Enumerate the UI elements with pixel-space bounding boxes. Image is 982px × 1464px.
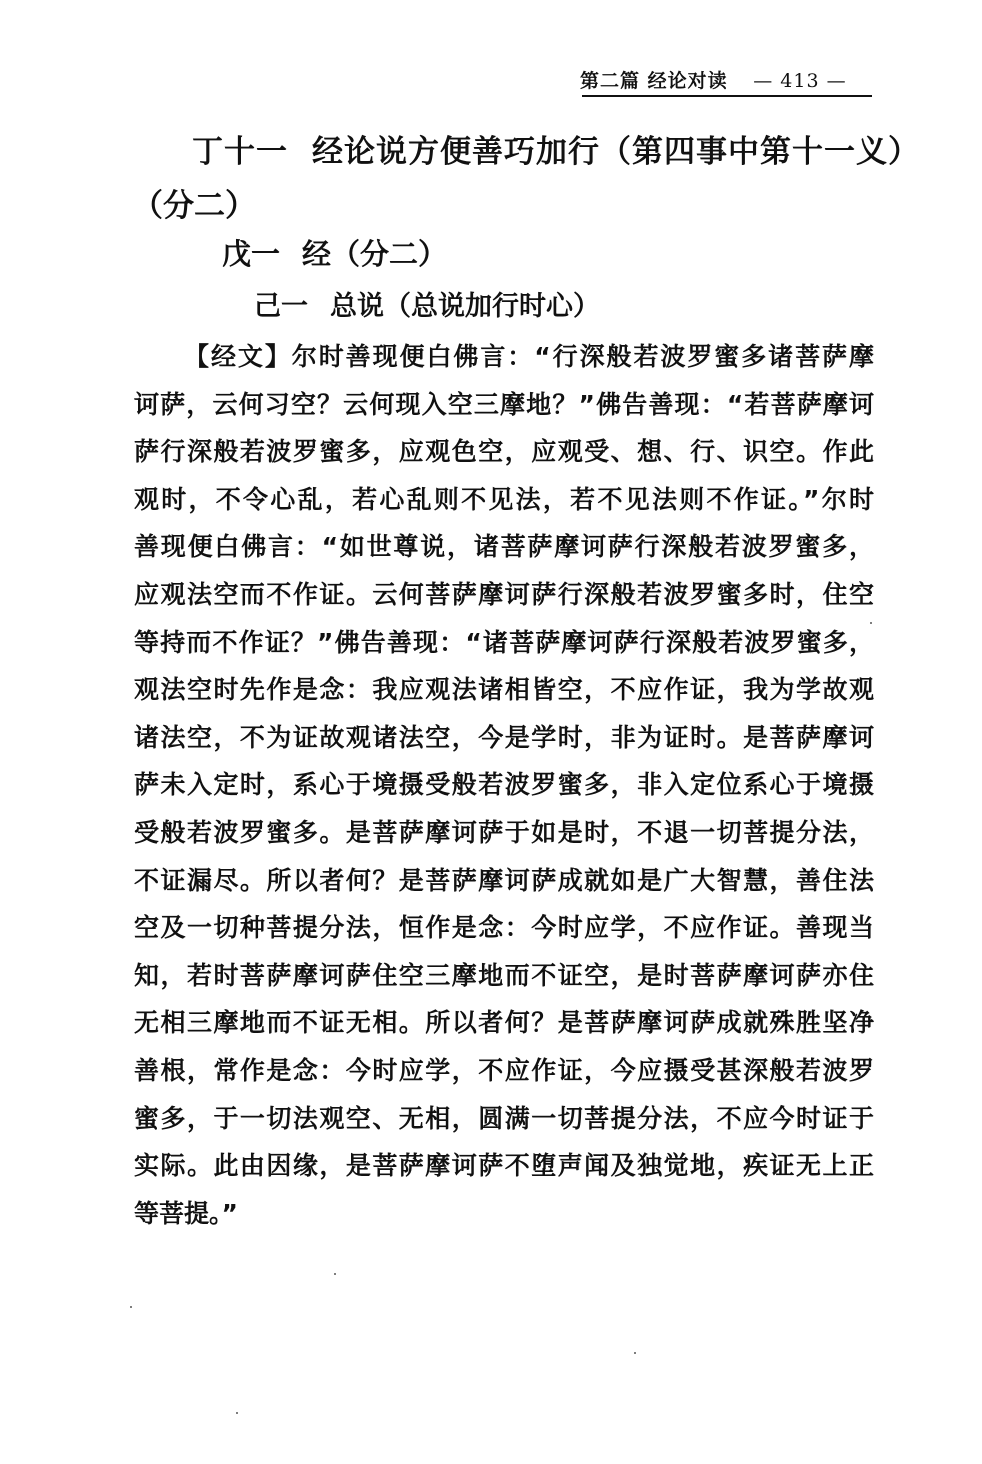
scan-speck <box>130 1306 132 1308</box>
scan-speck <box>634 1352 636 1354</box>
heading-level2-label: 戊一 <box>222 237 281 271</box>
text-line: 知，若时菩萨摩诃萨住空三摩地而不证空，是时菩萨摩诃萨亦住 <box>134 960 874 990</box>
text-line: 诸法空，不为证故观诸法空，今是学时，非为证时。是菩萨摩诃 <box>134 722 874 752</box>
running-header <box>580 66 872 96</box>
scan-speck <box>236 1412 238 1414</box>
text-line: 实际。此由因缘，是菩萨摩诃萨不堕声闻及独觉地，疾证无上正 <box>134 1151 874 1181</box>
heading-level2-title: 经（分二） <box>302 237 448 271</box>
text-line: 诃萨，云何习空？云何现入空三摩地？”佛告善现：“若菩萨摩诃 <box>134 389 874 419</box>
heading-level3 <box>254 284 600 323</box>
heading-level1-title: 经论说方便善巧加行（第四事中第十一义） <box>312 134 920 170</box>
text-line: 蜜多，于一切法观空、无相，圆满一切菩提分法，不应今时证于 <box>134 1103 874 1133</box>
text-line: 【经文】尔时善现便白佛言：“行深般若波罗蜜多诸菩萨摩 <box>184 342 874 371</box>
heading-level3-label: 己一 <box>254 291 308 322</box>
page-number: — 413 — <box>753 70 847 92</box>
heading-level3-title: 总说（总说加行时心） <box>330 291 600 322</box>
text-line: 受般若波罗蜜多。是菩萨摩诃萨于如是时，不退一切菩提分法， <box>134 817 874 847</box>
heading-level2 <box>222 232 447 273</box>
heading-level1-note: （分二） <box>132 188 256 224</box>
scan-speck <box>334 1273 336 1275</box>
text-line: 无相三摩地而不证无相。所以者何？是菩萨摩诃萨成就殊胜坚净 <box>134 1008 874 1038</box>
text-line: 等持而不作证？”佛告善现：“诸菩萨摩诃萨行深般若波罗蜜多， <box>134 627 874 657</box>
text-line: 善根，常作是念：今时应学，不应作证，今应摄受甚深般若波罗 <box>134 1055 874 1085</box>
text-line: 萨行深般若波罗蜜多，应观色空，应观受、想、行、识空。作此 <box>134 437 874 467</box>
text-line: 善现便白佛言：“如世尊说，诸菩萨摩诃萨行深般若波罗蜜多， <box>134 532 874 562</box>
heading-level1 <box>192 126 920 171</box>
section-title: 第二篇 经论对读 <box>580 70 728 92</box>
text-line: 萨未入定时，系心于境摄受般若波罗蜜多，非入定位系心于境摄 <box>134 770 874 800</box>
text-line: 观时，不令心乱，若心乱则不见法，若不见法则不作证。”尔时 <box>134 484 874 514</box>
header-rule <box>582 95 872 97</box>
text-line: 等菩提。” <box>134 1198 238 1228</box>
text-line: 观法空时先作是念：我应观法诸相皆空，不应作证，我为学故观 <box>134 675 874 705</box>
scan-speck <box>870 622 872 624</box>
text-line: 不证漏尽。所以者何？是菩萨摩诃萨成就如是广大智慧，善住法 <box>134 865 874 895</box>
heading-level1-label: 丁十一 <box>192 134 288 170</box>
sutra-text <box>134 333 874 1237</box>
text-line: 应观法空而不作证。云何菩萨摩诃萨行深般若波罗蜜多时，住空 <box>134 579 874 609</box>
text-line: 空及一切种菩提分法，恒作是念：今时应学，不应作证。善现当 <box>134 913 874 943</box>
